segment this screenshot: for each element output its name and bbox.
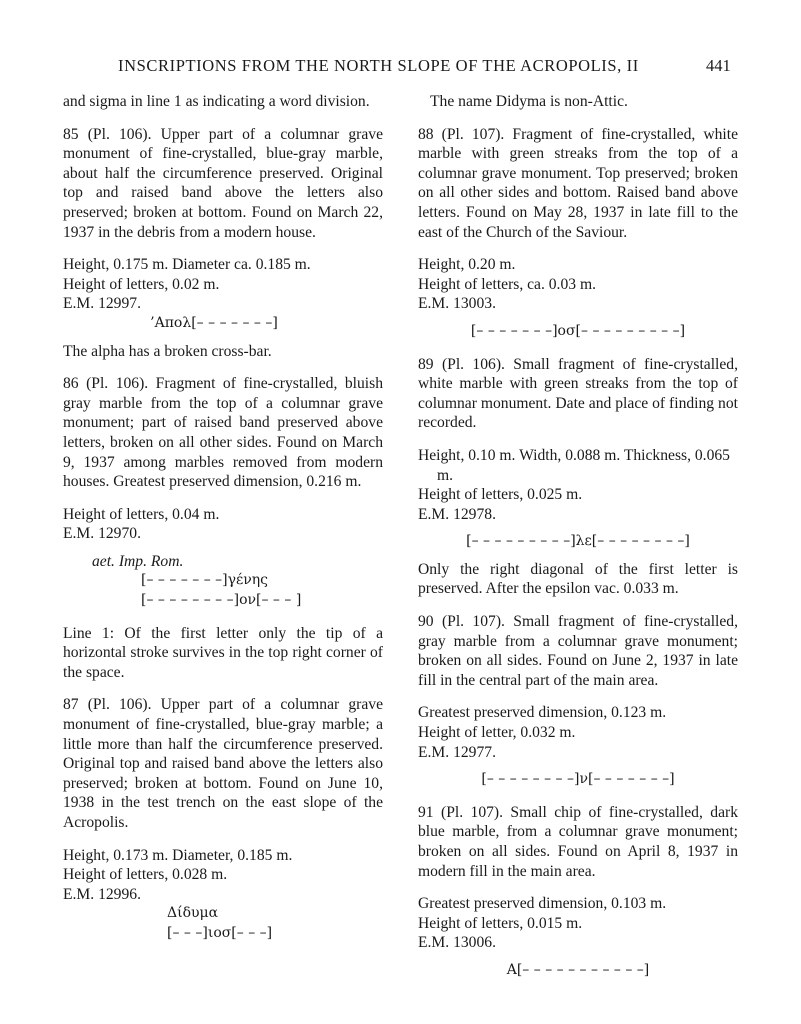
entry-86-description: 86 (Pl. 106). Fragment of fine-crystalled, bluish gray marble from the top of a columnar grave monument; part of raised band preserved above letters, broken on all other sides. Found on March 9, 1937 among marbles removed from modern houses. Greatest preserved dimension, 0.216 m. bbox=[63, 375, 383, 491]
entry-85-em-number: E.M. 12997. bbox=[63, 295, 141, 313]
entry-85-height-diameter: Height, 0.175 m. Diameter ca. 0.185 m. bbox=[63, 256, 311, 274]
running-header bbox=[0, 56, 801, 80]
entry-87-line-1: Δίδυμα bbox=[167, 905, 219, 922]
entry-89-dimensions: Height, 0.10 m. Width, 0.088 m. Thickness, 0.065 m. bbox=[418, 446, 730, 484]
entry-85-description: 85 (Pl. 106). Upper part of a columnar grave monument of fine-crystalled, blue-gray marble, about half the circumference preserved. Original top and raised band above the letters also preserved; broken at bottom. Found on March 22, 1937 in the debris from a modern house. bbox=[63, 125, 383, 241]
entry-90-greatest-dimension: Greatest preserved dimension, 0.123 m. bbox=[418, 704, 667, 722]
entry-85-inscription: ’Απολ[– – – – – – –] bbox=[150, 314, 278, 331]
entry-88-inscription: [– – – – – – –]οσ[– – – – – – – – –] bbox=[470, 322, 686, 339]
entry-91-description: 91 (Pl. 107). Small chip of fine-crystalled, dark blue marble, from a columnar grave monument; broken on all sides. Found on April 8, 1937 in modern fill in the main area. bbox=[418, 803, 738, 880]
entry-88-height: Height, 0.20 m. bbox=[418, 256, 516, 274]
entry-91-inscription: Α[– – – – – – – – – – –] bbox=[506, 961, 650, 978]
entry-91-greatest-dimension: Greatest preserved dimension, 0.103 m. bbox=[418, 895, 667, 913]
entry-86-date: aet. Imp. Rom. bbox=[92, 552, 184, 570]
entry-87-description: 87 (Pl. 106). Upper part of a columnar grave monument of fine-crystalled, blue-gray marble; a little more than half the circumference preserved. Original top and raised band above the letters also preserved; broken at bottom. Found on June 10, 1938 in the test trench on the east slope of the Acropolis. bbox=[63, 696, 383, 831]
entry-87-em-number: E.M. 12996. bbox=[63, 885, 141, 903]
entry-88-em-number: E.M. 13003. bbox=[418, 295, 496, 313]
left-column bbox=[63, 92, 383, 944]
entry-87-note: The name Didyma is non-Attic. bbox=[430, 93, 628, 110]
entry-85-note: The alpha has a broken cross-bar. bbox=[63, 342, 272, 360]
entry-91-em-number: E.M. 13006. bbox=[418, 934, 496, 952]
entry-86-line-2: [– – – – – – – –]ον[– – – ] bbox=[141, 592, 302, 609]
entry-89-inscription: [– – – – – – – – –]λε[– – – – – – – –] bbox=[466, 533, 690, 550]
entry-86-em-number: E.M. 12970. bbox=[63, 525, 141, 543]
entry-89-em-number: E.M. 12978. bbox=[418, 505, 496, 523]
entry-89-letter-height: Height of letters, 0.025 m. bbox=[418, 486, 583, 504]
entry-89-description: 89 (Pl. 106). Small fragment of fine-crystalled, white marble with green streaks from the top of columnar monument. Date and place of finding not recorded. bbox=[418, 355, 738, 432]
entry-90-em-number: E.M. 12977. bbox=[418, 743, 496, 761]
entry-86-note: Line 1: Of the first letter only the tip of a horizontal stroke survives in the top right corner of the space. bbox=[63, 624, 383, 681]
entry-86-line-1: [– – – – – – –]γένης bbox=[141, 572, 268, 589]
entry-86-letter-height: Height of letters, 0.04 m. bbox=[63, 505, 220, 523]
entry-90-inscription: [– – – – – – – –]ν[– – – – – – –] bbox=[481, 771, 675, 788]
entry-89-note: Only the right diagonal of the first letter is preserved. After the epsilon vac. 0.033 m. bbox=[418, 560, 738, 598]
entry-90-description: 90 (Pl. 107). Small fragment of fine-crystalled, gray marble from a columnar grave monument; broken on all sides. Found on June 2, 1937 in late fill in the central part of the main area. bbox=[418, 613, 738, 689]
entry-87-height-diameter: Height, 0.173 m. Diameter, 0.185 m. bbox=[63, 846, 293, 864]
right-column bbox=[418, 92, 738, 981]
entry-85-letter-height: Height of letters, 0.02 m. bbox=[63, 275, 220, 293]
entry-88-letter-height: Height of letters, ca. 0.03 m. bbox=[418, 275, 596, 293]
running-title: INSCRIPTIONS FROM THE NORTH SLOPE OF THE ACROPOLIS, II bbox=[118, 56, 639, 75]
entry-87-line-2: [– – –]ιοσ[– – –] bbox=[167, 924, 273, 941]
continuation-text: and sigma in line 1 as indicating a word division. bbox=[63, 93, 370, 110]
entry-88-description: 88 (Pl. 107). Fragment of fine-crystalled, white marble with green streaks from the top of a columnar grave monument. Top preserved; broken on all other sides and bottom. Raised band above letters. Found on May 28, 1937 in late fill to the east of the Church of the Saviour. bbox=[418, 125, 738, 241]
entry-87-letter-height: Height of letters, 0.028 m. bbox=[63, 866, 228, 884]
entry-91-letter-height: Height of letters, 0.015 m. bbox=[418, 914, 583, 932]
entry-90-letter-height: Height of letter, 0.032 m. bbox=[418, 724, 576, 742]
page-number: 441 bbox=[706, 56, 731, 75]
